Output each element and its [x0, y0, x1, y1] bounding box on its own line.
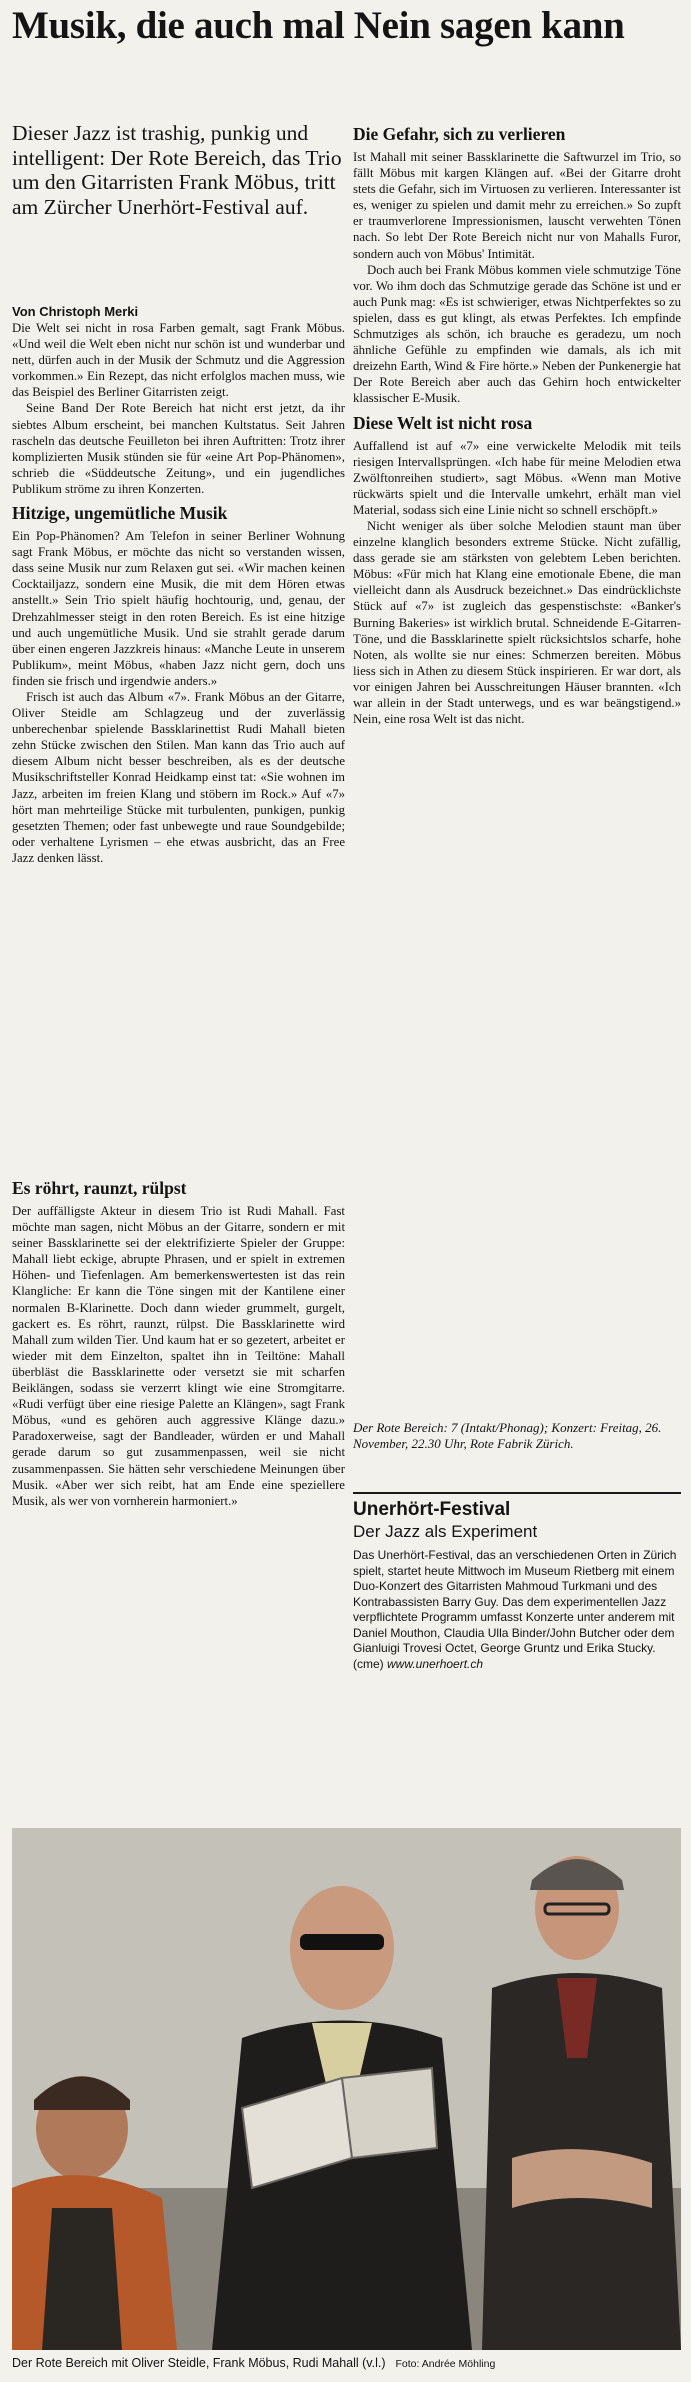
section-heading: Hitzige, ungemütliche Musik — [12, 503, 228, 524]
section-heading: Die Gefahr, sich zu verlieren — [353, 124, 566, 144]
band-photo-illustration — [12, 1828, 681, 2350]
box-body — [353, 1548, 681, 1672]
article-column-2 — [353, 118, 681, 1490]
article-paragraph: Seine Band Der Rote Bereich hat nicht erst jetzt, da ihr siebtes Album erscheint, bei manchen Kultstatus. Seit Jahren rascheln das deutsche Feuilleton bei ihren Auftritten: Trotz ihrer komplizierten Musik stünden sie für «eine Art Pop-Phänomen», schrieb die «Süddeutsche Zeitung», und ein jugendliches Publikum ströme zu ihren Konzerten. — [12, 401, 345, 496]
box-divider — [353, 1492, 681, 1494]
article-paragraph: Auffallend ist auf «7» eine verwickelte Melodik mit teils riesigen Intervallsprüngen. «Ich habe für meine Melodien etwa Zwölftonreihen studiert», sagt Möbus. «Wenn man Motive rückwärts spielt und die Intervalle umkehrt, erhält man viel Material, sodass sich eine Linie nicht so schnell erschöpft.» — [353, 438, 681, 517]
article-paragraph: Ein Pop-Phänomen? Am Telefon in seiner Berliner Wohnung sagt Frank Möbus, er möchte das nicht so verstanden wissen, dass seine Musik nur zum Relaxen gut sei. «Wir machen keinen Cocktailjazz, sondern eine Musik, die mit dem Hören etwas anstellt.» Sein Trio spielt häufig hochtourig, und, genau, der Drehzahlmesser steigt in den roten Bereich. Es ist eine hitzige und auch ungemütliche Musik. Und sie strahlt gerade darum über einen engeren Jazzkreis hinaus: «Manche Leute in unserem Publikum», meint Möbus, «haben Jazz nicht gern, doch uns finden sie frisch und irgendwie anders.» — [12, 529, 345, 688]
album-concert-info: Der Rote Bereich: 7 (Intakt/Phonag); Konzert: Freitag, 26. November, 22.30 Uhr, Rote Fabrik Zürich. — [353, 1420, 662, 1451]
band-photo — [12, 1828, 681, 2350]
caption-text: Der Rote Bereich mit Oliver Steidle, Frank Möbus, Rudi Mahall (v.l.) — [12, 2356, 386, 2370]
box-title: Unerhört-Festival — [353, 1499, 511, 1520]
article-paragraph: Der auffälligste Akteur in diesem Trio ist Rudi Mahall. Fast möchte man sagen, nicht Möbus an der Gitarre, sondern er mit seiner Bassklarinette sei der elektrifizierte Spieler der Gruppe: Mahall liebt eckige, abrupte Phrasen, und er spielt in extremen Höhen- und Tiefenlagen. Am bemerkenswertesten ist das rein Klangliche: Er kann die Töne singen mit der Kantilene einer normalen B-Klarinette. Doch dann wieder grummelt, gurgelt, gackert es. Es röhrt, raunzt, rülpst. Die Bassklarinette wird Mahall zum wilden Tier. Und kaum hat er so gezetert, arbeitet er wieder mit dem Einzelton, spaltet ihn in Teiltöne: Mahall überbläst die Bassklarinette oder versetzt sie mit scharfen Beiklängen, sodass sie verzerrt klingt wie eine Stromgitarre. «Rudi verfügt über eine riesige Palette an Klängen», sagt Frank Möbus, «und es gehören auch aggressive Klänge dazu.» Paradoxerweise, sagt der Bandleader, würden er und Mahall gerade darum so gut zusammenpassen, weil sie nicht zusammenpassen. Sie hätten sehr verschiedene Meinungen über Musik. «Aber wer sich reibt, hat am Ende eine speziellere Musik, als wer von vornherein harmoniert.» — [12, 1204, 345, 1508]
article-paragraph: Nicht weniger als über solche Melodien staunt man über einzelne klanglich besonders extreme Stücke. Nicht zufällig, dass gerade sie am stärksten von gelebtem Leben berichten. Möbus: «Für mich hat Klang eine emotionale Ebene, die man vielleicht dann als Ausdruck bezeichnet.» Das eindrücklichste Stück auf «7» ist zugleich das gespenstischste: «Banker's Burning Bakeries» ist wirklich brutal. Schneidende E-Gitarren-Töne, und die Bassklarinette spielt rücksichtslos scharfe, hohe Noten, als wollte sie nur eines: Schmerzen bereiten. Möbus liess sich in Athen zu diesem Stück inspirieren. Er war dort, als vor einigen Jahren bei Ausschreitungen Häuser brannten. «Ich war allein in der Stadt unterwegs, und es war beängstigend.» Nein, eine rosa Welt ist das nicht. — [353, 518, 681, 727]
box-body-text: Das Unerhört-Festival, das an verschiedenen Orten in Zürich spielt, startet heute Mittwoch im Museum Rietberg mit einem Duo-Konzert des Gitarristen Mahmoud Turkmani und des Kontrabassisten Barry Guy. Das dem experimentellen Jazz verpflichtete Programm umfasst Konzerte unter anderem mit Daniel Mouthon, Claudia Ulla Binder/John Butcher oder dem Gianluigi Trovesi Octet, George Gruntz und Erika Stucky. (cme) — [353, 1548, 677, 1671]
author-byline: Von Christoph Merki — [12, 304, 139, 319]
headline: Musik, die auch mal Nein sagen kann — [12, 4, 625, 47]
box-subtitle: Der Jazz als Experiment — [353, 1522, 538, 1541]
article-column-1-top — [12, 320, 345, 1172]
article-paragraph: Die Welt sei nicht in rosa Farben gemalt, sagt Frank Möbus. «Und weil die Welt eben nicht nur schön ist und wunderbar und nett, dürfen auch in der Musik der Schmutz und die Aggression vorkommen.» Ein Rezept, das nicht erfolglos machen muss, wie das Beispiel des Berliner Gitarristen zeigt. — [12, 321, 345, 400]
article-column-1-bottom — [12, 1172, 345, 1820]
photo-caption — [12, 2355, 681, 2372]
lead-paragraph: Dieser Jazz ist trashig, punkig und intelligent: Der Rote Bereich, das Trio um den Gitarristen Frank Möbus, tritt am Zürcher Unerhört-Festival auf. — [12, 121, 342, 219]
festival-link[interactable]: www.unerhoert.ch — [387, 1656, 484, 1671]
article-paragraph: Frisch ist auch das Album «7». Frank Möbus an der Gitarre, Oliver Steidle am Schlagzeug und der zuverlässig unberechenbar spielende Bassklarinettist Rudi Mahall bieten zehn Stücke zwischen den Stilen. Man kann das Trio auch auf diesem Album nicht besser beschreiben, als es der deutsche Musikschriftsteller Konrad Heidkamp einst tat: «Sie wohnen im Jazz, arbeiten im freien Klang und stöbern im Rock.» Auf «7» hört man mehrteilige Stücke mit turbulenten, punkigen, punkig gesetzten Themen; oder fast unbewegte und raue Soundgebilde; oder verhaltene Lyrismen – ehe etwas ausbricht, das an Free Jazz denken lässt. — [12, 689, 345, 865]
article-paragraph: Ist Mahall mit seiner Bassklarinette die Saftwurzel im Trio, so fällt Möbus mit kargen Klängen auf. «Bei der Gitarre droht stets die Gefahr, sich im Virtuosen zu verlieren. Interessanter ist es, weniger zu spielen und damit mehr zu erreichen.» So zupft er traumverlorene Impressionismen, lauscht verwehten Tönen nach. So lebt Der Rote Bereich nicht nur von Mahalls Furor, sondern auch von Möbus' Intimität. — [353, 150, 681, 261]
photo-credit: Foto: Andrée Möhling — [395, 2358, 496, 2370]
info-box — [353, 1492, 681, 1672]
section-heading: Diese Welt ist nicht rosa — [353, 412, 533, 433]
article-paragraph: Doch auch bei Frank Möbus kommen viele schmutzige Töne vor. Wo ihm doch das Schmutzige gerade das Schöne ist und er auch Punk mag: «Es ist schwieriger, etwas Nichtperfektes so zu spielen, dass es gut klingt, als etwas Perfektes. Ich empfinde Schmutziges als schön, ich brauche es geradezu, um noch ähnliche Gefühle zu empfinden wie damals, als ich mit dreizehn Earth, Wind & Fire hörte.» Neben der Punkenergie hat Der Rote Bereich aber auch das Gehirn hoch entwickelter klassischer E-Musik. — [353, 262, 681, 406]
section-heading: Es röhrt, raunzt, rülpst — [12, 1178, 187, 1198]
